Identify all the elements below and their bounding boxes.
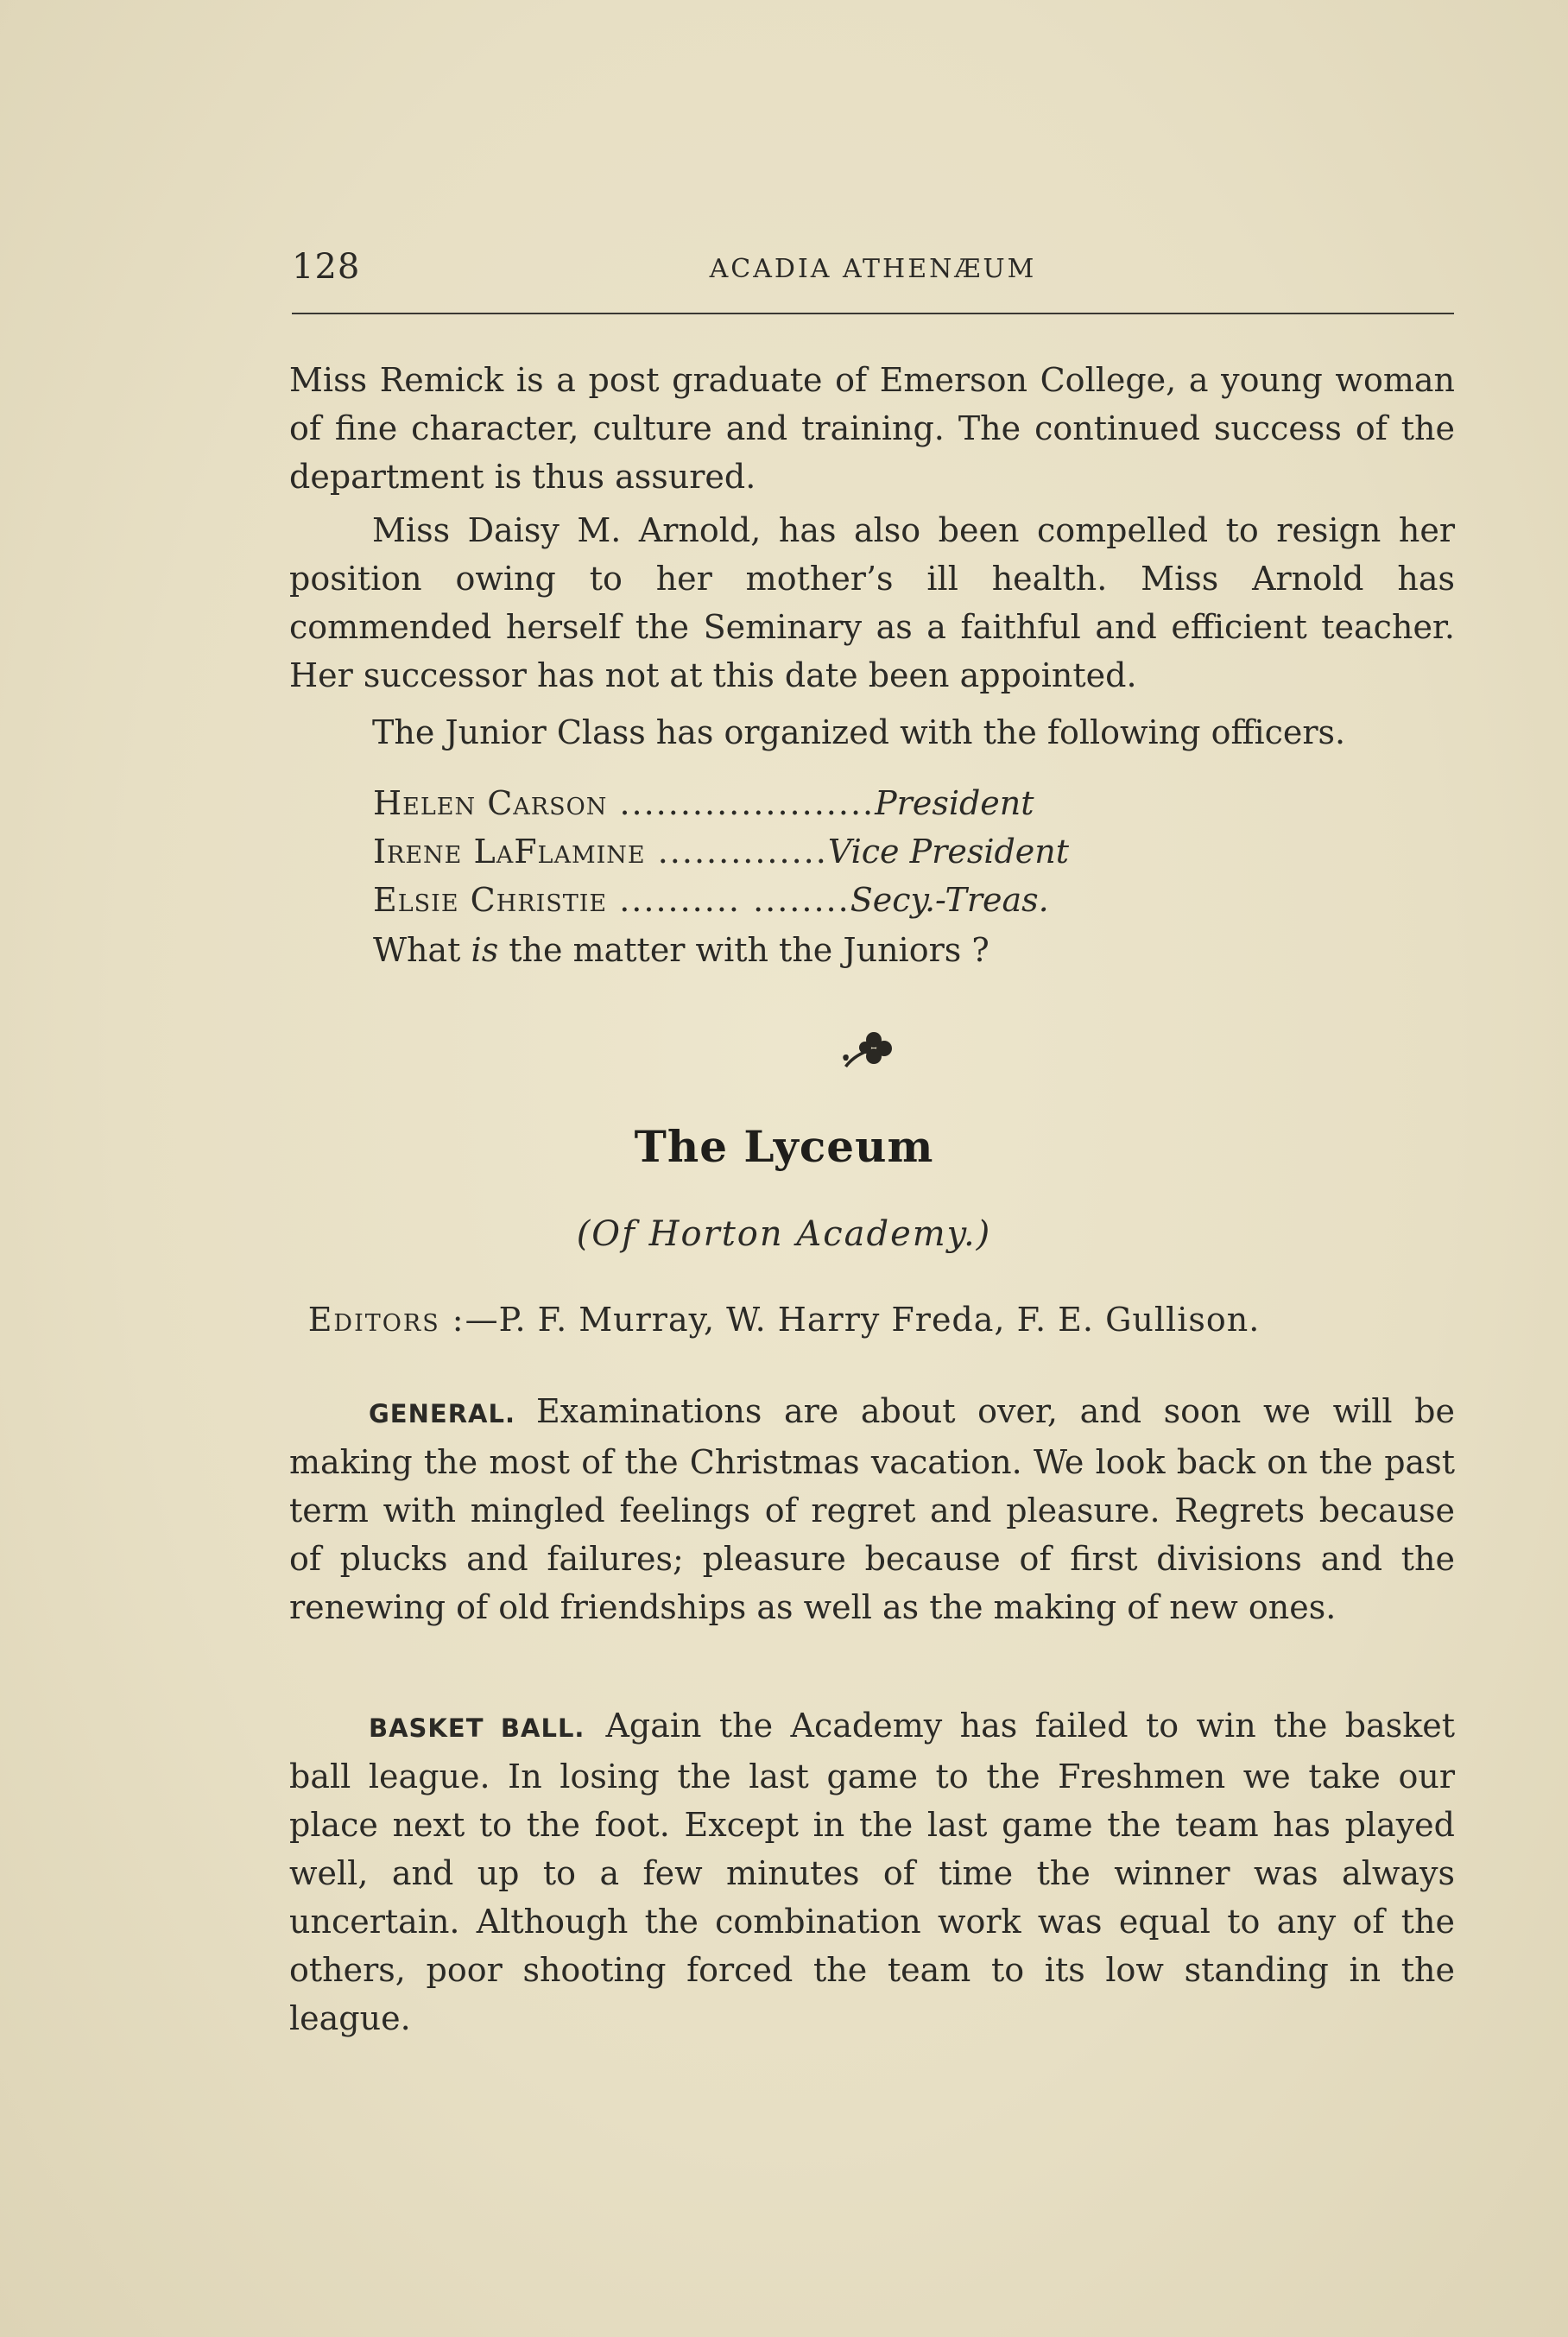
running-head: ACADIA ATHENÆUM xyxy=(709,254,1037,284)
dot-leader: ..................... xyxy=(607,784,876,822)
clover-leaf-icon xyxy=(839,1028,900,1071)
officer-row xyxy=(373,779,1323,827)
editors-names: —P. F. Murray, W. Harry Freda, F. E. Gullison. xyxy=(465,1301,1261,1339)
officers-list xyxy=(373,779,1323,924)
officer-role: President xyxy=(875,784,1034,822)
junior-question xyxy=(373,926,989,974)
basketball-heading: BASKET BALL. xyxy=(369,1713,585,1743)
section-title: The Lyceum xyxy=(634,1121,934,1172)
question-start: What xyxy=(373,931,471,969)
editors-label: Editors : xyxy=(307,1301,465,1339)
paragraph-basketball xyxy=(289,1701,1455,2042)
officer-name: Helen Carson xyxy=(373,784,608,822)
basketball-text: Again the Academy has failed to win the basket ball league. In losing the last game to the Freshmen we take our place next to the foot. Except in the last game the team has played well, and up to a few minutes of time the winner was always uncertain. Although the combination work was equal to any of the others, poor shooting forced the team to its low standing in the league. xyxy=(289,1707,1455,2037)
question-emphasis: is xyxy=(471,931,499,969)
dot-leader: .......... ........ xyxy=(607,881,850,919)
editors-line xyxy=(0,1301,1568,1339)
general-text: Examinations are about over, and soon we will be making the most of the Christmas vacation. We look back on the past term with mingled feelings of regret and pleasure. Regrets because of plucks and failures; pleasure because of first divisions and the renewing of old friendships as well as the making of new ones. xyxy=(289,1392,1455,1626)
paragraph-general xyxy=(289,1387,1455,1631)
officer-name: Irene LaFlamine xyxy=(373,833,646,871)
officer-row xyxy=(373,827,1323,876)
general-heading: GENERAL. xyxy=(369,1399,515,1428)
officer-row xyxy=(373,876,1323,924)
page-header xyxy=(292,247,1454,290)
officer-name: Elsie Christie xyxy=(373,881,608,919)
paragraph-arnold: Miss Daisy M. Arnold, has also been compelled to resign her position owing to her mother’s ill health. Miss Arnold has commended herself the Seminary as a faithful and efficient teacher. Her successor has not at this date been appointed. xyxy=(289,511,1455,694)
paragraph-remick: Miss Remick is a post graduate of Emerson College, a young woman of fine character, culture and training. The continued success of the department is thus assured. xyxy=(289,361,1455,496)
dot-leader: .............. xyxy=(645,833,828,871)
paragraph-junior-class: The Junior Class has organized with the following officers. xyxy=(372,713,1346,751)
officer-role: Secy.-Treas. xyxy=(850,881,1049,919)
section-subtitle: (Of Horton Academy.) xyxy=(576,1214,992,1254)
officer-role: Vice President xyxy=(827,833,1070,871)
question-end: the matter with the Juniors ? xyxy=(498,931,989,969)
header-rule xyxy=(292,313,1454,314)
page-number: 128 xyxy=(292,247,361,287)
